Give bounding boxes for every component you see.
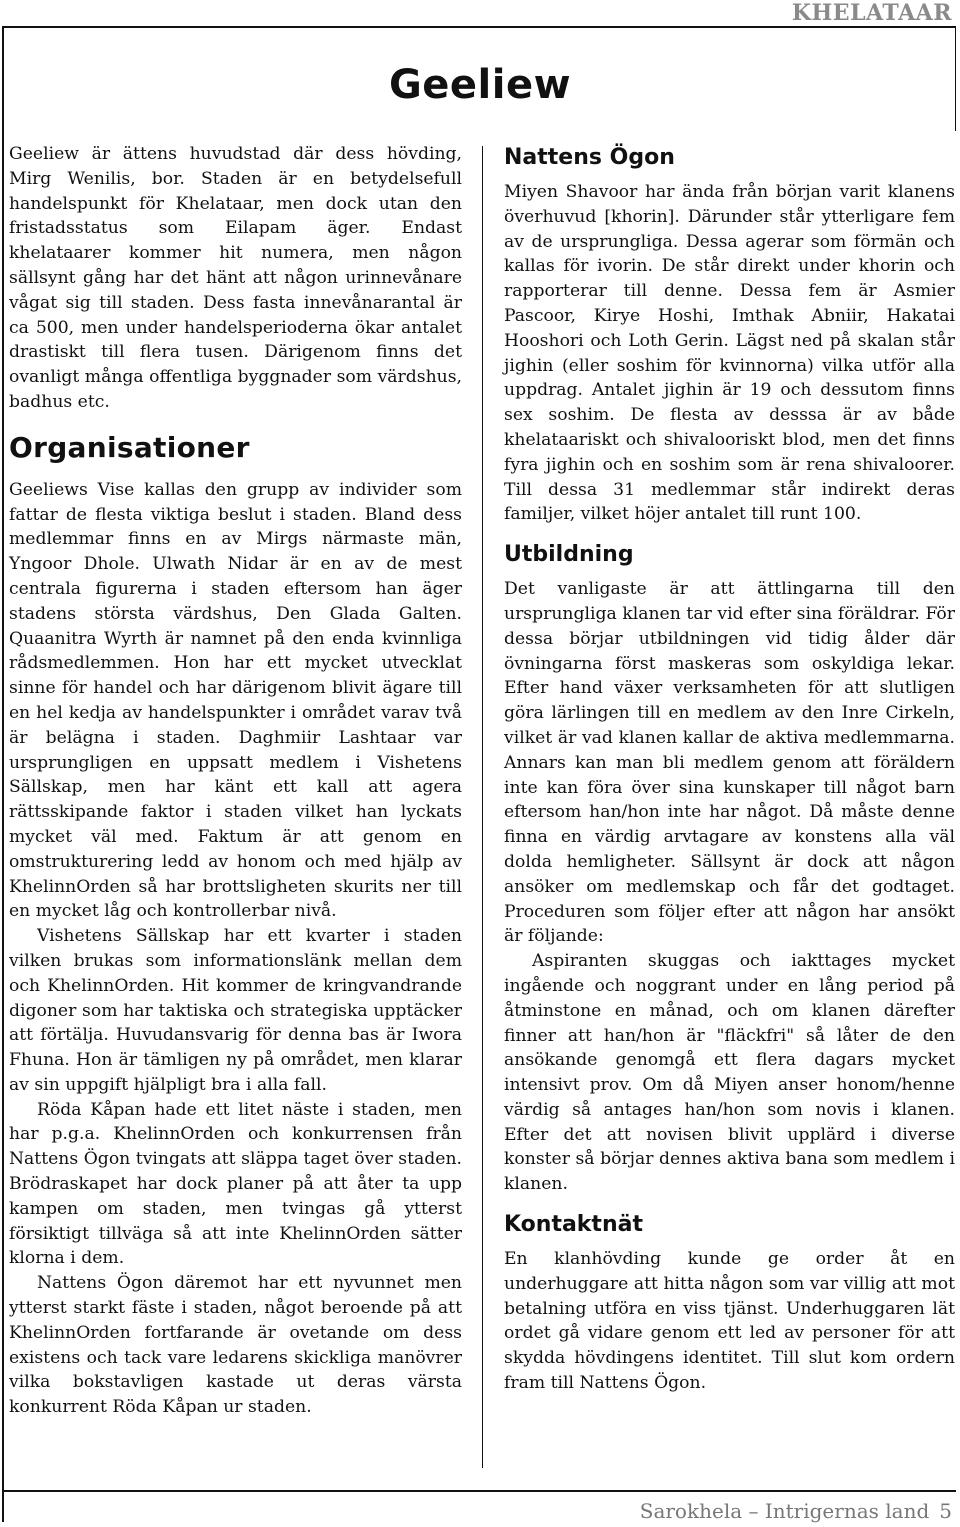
column-divider	[482, 146, 483, 1468]
organisationer-heading: Organisationer	[9, 430, 250, 464]
right-column	[504, 142, 955, 1396]
running-header: KHELATAAR	[791, 0, 952, 26]
left-column	[9, 142, 462, 1420]
intro-paragraph: Geeliew är ättens huvudstad där dess hövding, Mirg Wenilis, bor. Staden är en betydelsefull handelspunkt för Khelataar, men dock utan den fristadsstatus som Eilapam äger. Endast khelataarer kommer hit numera, men någon sällsynt gång har det hänt att någon urinnevånare vågat sig till staden. Dess fasta innevånarantal är ca 500, men under handelsperioderna ökar antalet drastiskt till flera tusen. Därigenom finns det ovanligt många offentliga byggnader som värdshus, badhus etc.	[9, 144, 462, 412]
page-title: Geeliew	[388, 62, 572, 108]
frame-bottom-rule	[2, 1490, 956, 1492]
nattens-ogon-paragraph: Miyen Shavoor har ända från början varit klanens överhuvud [khorin]. Därunder står ytterligare fem av de ursprungliga. Dessa agerar som förmän och kallas för ivorin. De står direkt under khorin och rapporterar till denne. Dessa fem är Asmier Pascoor, Kirye Hoshi, Imthak Abniir, Hakatai Hooshori och Loth Gerin. Lägst ned på skalan står jighin (eller soshim för kvinnorna) vilka utför alla uppdrag. Antalet jighin är 19 och dessutom finns sex soshim. De flesta av desssa är av både khelataariskt och shivalooriskt blod, men det finns fyra jighin och en soshim som är rena shivaloorer. Till dessa 31 medlemmar står indirekt deras familjer, vilket höjer antalet till runt 100.	[504, 182, 955, 525]
page-footer	[640, 1499, 952, 1523]
kontaktnat-paragraph: En klanhövding kunde ge order åt en underhuggare att hitta någon som var villig att mot betalning utföra en viss tjänst. Underhuggaren lät ordet gå vidare genom ett led av personer för att skydda hövdingens identitet. Till slut kom ordern fram till Nattens Ögon.	[504, 1249, 955, 1394]
page-number: 5	[939, 1499, 952, 1523]
organisationer-paragraph-1: Geeliews Vise kallas den grupp av individer som fattar de flesta viktiga beslut i staden. Bland dess medlemmar finns en av Mirgs närmaste män, Yngoor Dhole. Ulwath Nidar är en av de mest centrala figurerna i staden eftersom han äger stadens största värdshus, Den Glada Galten. Quaanitra Wyrth är namnet på den enda kvinnliga rådsmedlemmen. Hon har ett mycket utvecklat sinne för handel och har därigenom blivit ägare till en hel kedja av handelspunkter i området varav två är belägna i staden. Daghmiir Lashtaar var ursprungligen en uppsatt medlem i Vishetens Sällskap, men har känt ett kall att agera rättsskipande faktor i staden vilket han lyckats mycket väl med. Faktum är att genom en omstrukturering ledd av honom och med hjälp av KhelinnOrden så har brottsligheten skurits ner till en mycket låg och kontrollerbar nivå.	[9, 479, 462, 922]
utbildning-paragraph-1: Det vanligaste är att ättlingarna till den ursprungliga klanen tar vid efter sina föräldrar. För dessa börjar utbildningen vid tidig ålder där övningarna först maskeras som oskyldiga lekar. Efter hand växer verksamheten för att slutligen göra lärlingen till en medlem av den Inre Cirkeln, vilket är vad klanen kallar de aktiva medlemmarna. Annars kan man bli medlem genom att föräldern inte kan föra över sina kunskaper till något barn eftersom han/hon inte har något. Då måste denne finna en värdig arvtagare av konstens alla väl dolda hemligheter. Sällsynt är dock att någon ansöker om medlemskap och får det godtaget. Proceduren som följer efter att någon har ansökt är följande:	[504, 579, 955, 947]
nattens-ogon-heading: Nattens Ögon	[504, 145, 675, 170]
kontaktnat-heading: Kontaktnät	[504, 1212, 643, 1238]
footer-book-title: Sarokhela – Intrigernas land	[639, 1499, 930, 1523]
organisationer-paragraph-2: Vishetens Sällskap har ett kvarter i staden vilken brukas som informationslänk mellan dem och KhelinnOrden. Hit kommer de kringvandrande digoner som har taktiska och strategiska upptäcker att förtälja. Huvudansvarig för denna bas är Iwora Fhuna. Hon är tämligen ny på området, men klarar av sin uppgift hjälpligt bra i alla fall.	[9, 926, 462, 1095]
organisationer-paragraph-4: Nattens Ögon däremot har ett nyvunnet men ytterst starkt fäste i staden, något beroende på att KhelinnOrden fortfarande är ovetande om dess existens och tack vare ledarens skickliga manövrer vilka bokstavligen kastade ut deras värsta konkurrent Röda Kåpan ur staden.	[9, 1273, 462, 1418]
utbildning-heading: Utbildning	[504, 542, 634, 568]
organisationer-paragraph-3: Röda Kåpan hade ett litet näste i staden, men har p.g.a. KhelinnOrden och konkurrensen från Nattens Ögon tvingats att släppa taget över staden. Brödraskapet har dock planer på att åter ta upp kampen om staden, men tvingas gå ytterst försiktigt tillväga så att inte KhelinnOrden sätter klorna i dem.	[9, 1099, 462, 1269]
utbildning-paragraph-2: Aspiranten skuggas och iakttages mycket ingående och noggrant under en lång period på åtminstone en månad, och om klanen därefter finner att han/hon är "fläckfri" så låter de den ansökande genomgå ett flera dagars mycket intensivt prov. Om då Miyen anser honom/henne värdig så antages han/hon som novis i klanen. Efter det att novisen blivit upplärd i diverse konster så börjar dennes aktiva bana som medlem i klanen.	[504, 951, 955, 1195]
